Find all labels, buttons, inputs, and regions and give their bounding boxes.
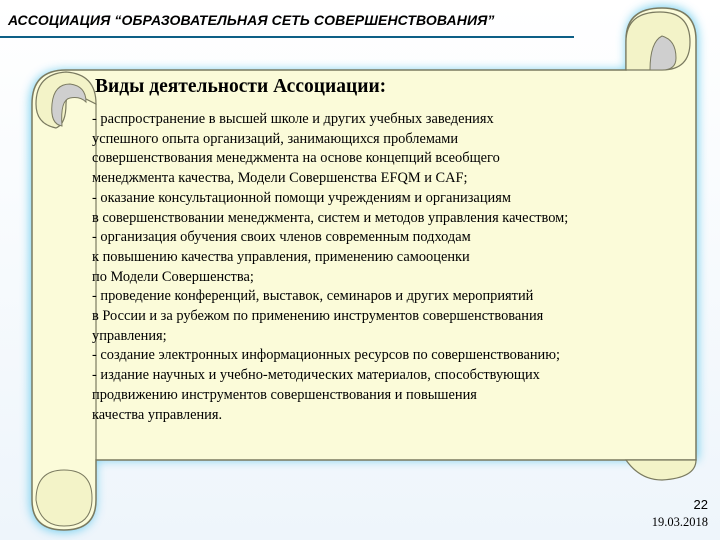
activity-line: - проведение конференций, выставок, семинаров и других мероприятий [92, 288, 534, 305]
page-number: 22 [693, 497, 708, 512]
activities-list [92, 110, 702, 425]
activity-line: - издание научных и учебно-методических материалов, способствующих [92, 367, 540, 384]
activity-line: - создание электронных информационных ресурсов по совершенствованию; [92, 347, 561, 364]
activity-line: - распространение в высшей школе и других учебных заведениях [92, 111, 494, 127]
activity-line: управления; [92, 327, 167, 344]
slide-header-title: АССОЦИАЦИЯ “ОБРАЗОВАТЕЛЬНАЯ СЕТЬ СОВЕРШЕНСТВОВАНИЯ” [8, 12, 495, 28]
activity-line: менеджмента качества, Модели Совершенства EFQM и CAF; [92, 170, 468, 187]
scroll-bottom-curl [626, 460, 696, 480]
activity-line: - организация обучения своих членов современным подходам [92, 229, 471, 246]
activity-line: продвижению инструментов совершенствования и повышения [92, 386, 477, 403]
activity-line: успешного опыта организаций, занимающихся проблемами [92, 130, 459, 147]
activity-line: - оказание консультационной помощи учреждениям и организациям [92, 189, 511, 206]
activity-line: к повышению качества управления, применению самооценки [92, 248, 470, 265]
activity-line: в совершенствовании менеджмента, систем и методов управления качеством; [92, 209, 569, 226]
activity-line: в России и за рубежом по применению инструментов совершенствования [92, 308, 544, 325]
activity-line: совершенствования менеджмента на основе концепций всеобщего [92, 150, 500, 167]
slide-date: 19.03.2018 [651, 515, 708, 529]
activity-line: по Модели Совершенства; [92, 268, 254, 285]
activity-line: качества управления. [92, 406, 223, 423]
scroll-title: Виды деятельности Ассоциации: [95, 76, 387, 97]
